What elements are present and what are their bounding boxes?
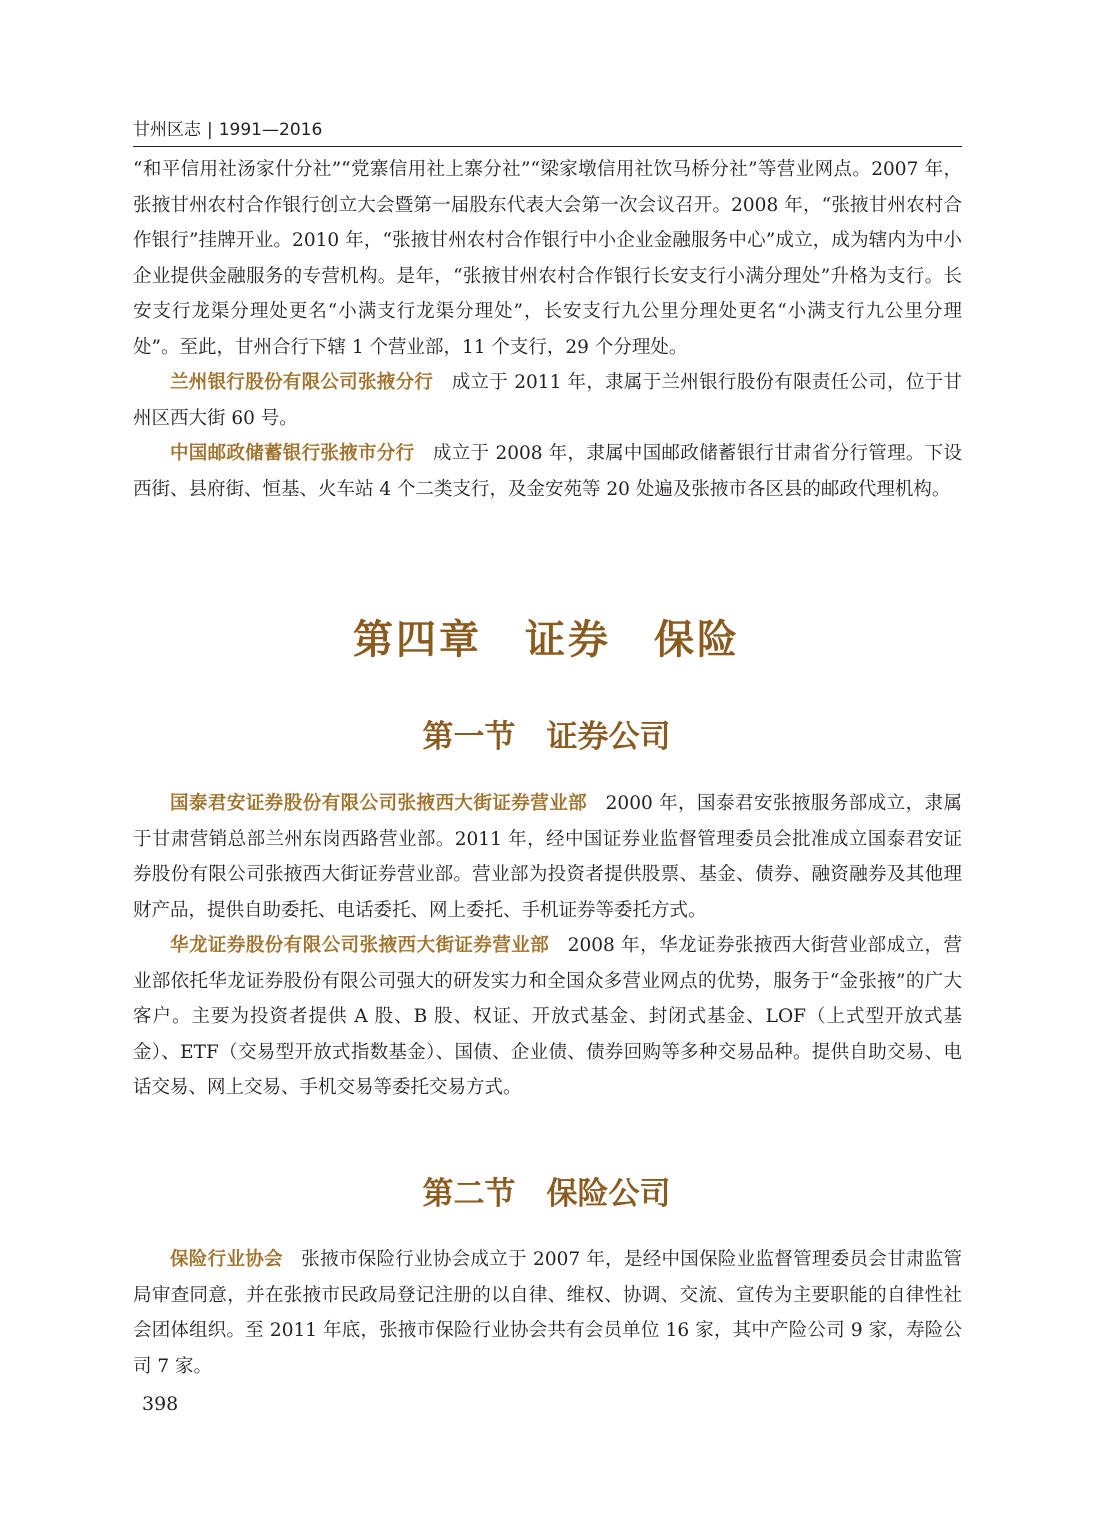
- entry-insurance-association: [133, 1242, 962, 1384]
- book-title: 甘州区志: [133, 120, 201, 140]
- text-guotai-junan: 2000 年，国泰君安张掖服务部成立，隶属于甘肃营销总部兰州东岗西路营业部。2011 年，经中国证券业监督管理委员会批准成立国泰君安证券股份有限公司张掖西大街证券营业部。营业部为投资者提供股票、基金、债券、融资融券及其他理财产品，提供自助委托、电话委托、网上委托、手机证券等委托方式。: [133, 793, 962, 921]
- entry-hualong: [133, 928, 962, 1106]
- term-hualong: 华龙证券股份有限公司张掖西大街证券营业部: [170, 935, 550, 956]
- section-title-insurance: 第二节 保险公司: [422, 1176, 671, 1212]
- insurance-entries: [133, 1242, 962, 1384]
- text-insurance-association: 张掖市保险行业协会成立于 2007 年，是经中国保险业监督管理委员会甘肃监管局审查同意，并在张掖市民政局登记注册的以自律、维权、协调、交流、宣传为主要职能的自律性社会团体组织。至 2011 年底，张掖市保险行业协会共有会员单位 16 家，其中产险公司 9 家，寿险公司 7 家。: [133, 1249, 962, 1377]
- top-content: [133, 152, 962, 507]
- bank-text-lanzhou: 成立于 2011 年，隶属于兰州银行股份有限责任公司，位于甘州区西大街 60 号。: [133, 372, 962, 429]
- entry-guotai-junan: [133, 786, 962, 928]
- term-insurance-association: 保险行业协会: [170, 1249, 283, 1270]
- section-title-securities: 第一节 证券公司: [422, 719, 671, 755]
- securities-entries: [133, 786, 962, 1106]
- bank-term-postal: 中国邮政储蓄银行张掖市分行: [170, 443, 415, 464]
- text-hualong: 2008 年，华龙证券张掖西大街营业部成立，营业部依托华龙证券股份有限公司强大的研发实力和全国众多营业网点的优势，服务于“金张掖”的广大客户。主要为投资者提供 A 股、B 股、权证、开放式基金、封闭式基金、LOF（上式型开放式基金）、ETF（交易型开放式指数基金）、国债、企业债、债券回购等多种交易品种。提供自助交易、电话交易、网上交易、手机交易等委托交易方式。: [133, 935, 962, 1098]
- bank-entry-postal: [133, 436, 962, 507]
- page-number: 398: [142, 1393, 179, 1415]
- bank-text-postal: 成立于 2008 年，隶属中国邮政储蓄银行甘肃省分行管理。下设西街、县府街、恒基、火车站 4 个二类支行，及金安苑等 20 处遍及张掖市各区县的邮政代理机构。: [133, 443, 962, 500]
- header-separator: |: [207, 120, 213, 140]
- chapter-title: 第四章 证券 保险: [353, 617, 740, 663]
- header-years: 1991—2016: [218, 120, 323, 140]
- running-header: [133, 118, 962, 147]
- continued-paragraph: “和平信用社汤家什分社”“党寨信用社上寨分社”“梁家墩信用社饮马桥分社”等营业网点。2007 年，张掖甘州农村合作银行创立大会暨第一届股东代表大会第一次会议召开。2008 年，“张掖甘州农村合作银行”挂牌开业。2010 年，“张掖甘州农村合作银行中小企业金融服务中心”成立，成为辖内为中小企业提供金融服务的专营机构。是年，“张掖甘州农村合作银行长安支行小满分理处”升格为支行。长安支行龙渠分理处更名“小满支行龙渠分理处”，长安支行九公里分理处更名“小满支行九公里分理处”。至此，甘州合行下辖 1 个营业部，11 个支行，29 个分理处。: [133, 159, 962, 358]
- bank-entry-lanzhou: [133, 365, 962, 436]
- bank-term-lanzhou: 兰州银行股份有限公司张掖分行: [170, 372, 434, 393]
- term-guotai-junan: 国泰君安证券股份有限公司张掖西大街证券营业部: [170, 793, 588, 814]
